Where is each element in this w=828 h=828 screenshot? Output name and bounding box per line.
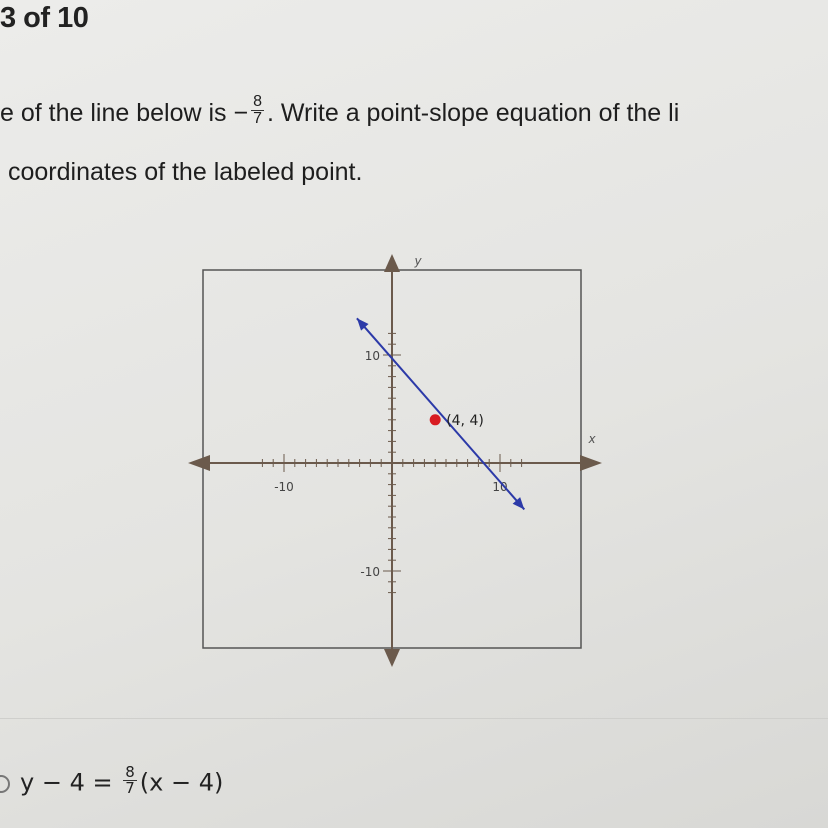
data-line bbox=[357, 318, 524, 509]
answer-lhs: y − 4 = bbox=[20, 768, 121, 797]
prompt-text-end: . Write a point-slope equation of the li bbox=[266, 99, 680, 128]
x-axis-arrow-left bbox=[188, 455, 210, 471]
slope-denominator: 7 bbox=[253, 110, 262, 127]
y-axis-arrow-up bbox=[384, 254, 400, 272]
x-axis-arrow-right bbox=[580, 455, 602, 471]
answer-frac-denominator: 7 bbox=[125, 779, 135, 797]
answer-radio[interactable] bbox=[0, 775, 10, 793]
question-prompt-line-2: coordinates of the labeled point. bbox=[8, 158, 363, 186]
answer-option[interactable] bbox=[0, 763, 224, 799]
labeled-point bbox=[430, 414, 441, 425]
question-counter: 3 of 10 bbox=[0, 2, 89, 34]
y-tick-label: 10 bbox=[364, 349, 380, 363]
axes bbox=[188, 254, 602, 667]
answer-rhs: (x − 4) bbox=[139, 768, 224, 797]
answer-fraction bbox=[123, 765, 137, 796]
x-axis-name: x bbox=[588, 432, 596, 446]
y-axis-arrow-down bbox=[384, 649, 400, 667]
slope-numerator: 8 bbox=[253, 93, 262, 110]
x-tick-label: -10 bbox=[274, 480, 294, 494]
point-label: (4, 4) bbox=[446, 412, 484, 429]
section-divider bbox=[0, 718, 828, 719]
prompt-text-start: e of the line below is − bbox=[0, 99, 249, 128]
plot-layer bbox=[357, 318, 524, 509]
answer-frac-numerator: 8 bbox=[125, 763, 135, 781]
x-tick-label: 10 bbox=[492, 480, 508, 494]
y-tick-label: -10 bbox=[360, 565, 380, 579]
y-axis-name: y bbox=[414, 254, 422, 268]
